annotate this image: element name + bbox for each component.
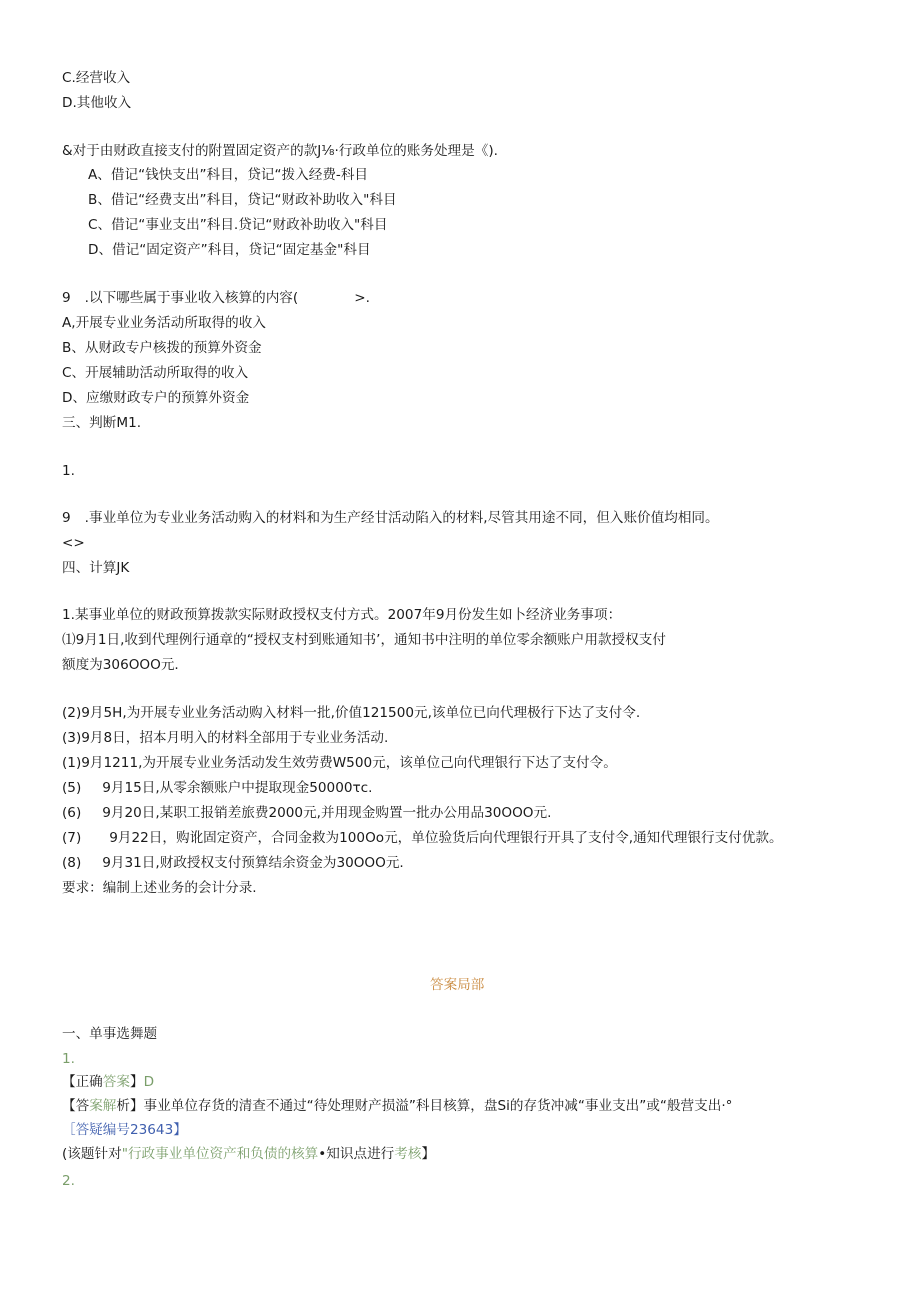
note-assessment-word: 考核: [394, 1146, 422, 1162]
option-d-other-income: D.其他收入: [62, 95, 132, 111]
calculation-item-3: (3)9月8日，招本月明入的材料全部用于专业业务活动.: [62, 730, 389, 746]
calculation-item-5-number: (5): [62, 780, 82, 796]
calculation-item-2: (2)9月5H,为开展专业业务活动购入材料一批,价值121500元,该单位已向代理极行下达了支付令.: [62, 705, 641, 721]
calculation-item-8: [62, 854, 404, 872]
calculation-item-6: [62, 804, 551, 822]
note-prefix: (该题针对: [62, 1146, 122, 1162]
question-8-option-d: D、借记“固定资产”科目，贷记“固定基金"科目: [88, 242, 371, 258]
note-topic: "行政事业单位资产和负债的核算: [121, 1146, 319, 1162]
calculation-item-8-number: (8): [62, 855, 82, 871]
question-8-option-a: A、借记“钱快支出”科目，贷记“拨入经费-科目: [88, 167, 369, 183]
judgement-item-9-text: .事业单位为专业业务活动购入的材料和为生产经甘活动陷入的材料,尽管其用途不同，但入账价值均相同。: [84, 510, 719, 526]
question-8-option-c: C、借记“事业支出”科目.贷记“财政补助收入"科目: [88, 217, 388, 233]
correct-answer-label-end: 】: [129, 1074, 144, 1090]
calculation-item-7-number: (7): [62, 830, 82, 846]
judgement-item-9: [62, 509, 719, 527]
judgement-item-1: 1.: [62, 463, 75, 479]
section-judgement-heading: 三、判断M1.: [62, 415, 142, 431]
calculation-requirement: 要求：编制上述业务的会计分录.: [62, 880, 257, 896]
qa-reference-link[interactable]: ［答疑编号23643】: [62, 1122, 187, 1138]
correct-answer-value: D: [143, 1074, 155, 1090]
answer-1-correct-line: [62, 1073, 154, 1091]
question-9-number: 9: [62, 290, 71, 306]
answer-1-number: 1.: [62, 1051, 75, 1067]
calculation-item-7-text: 9月22日，购讹固定资产，合同金救为100Oo元，单位验货后向代理银行开具了支付令,通知代理银行支付优款。: [109, 830, 783, 846]
question-8-option-b: B、借记“经费支出”科目，贷记“财政补助收入"科目: [88, 192, 397, 208]
calculation-item-5-text: 9月15日,从零余额账户中提取现金50000τc.: [102, 780, 373, 796]
answer-1-note-line: [62, 1145, 435, 1163]
option-c-operating-income: C.经营收入: [62, 70, 131, 86]
answer-2-number: 2.: [62, 1173, 75, 1189]
answers-section-title: 答案局部: [430, 977, 485, 993]
calculation-item-1-line-2: 额度为306OOO元.: [62, 657, 179, 673]
calculation-item-7: [62, 829, 783, 847]
question-9-option-a: A,开展专业业务活动所取得的收入: [62, 315, 266, 331]
calculation-item-5: [62, 779, 372, 797]
question-9-option-b: B、从财政专户核拨的预算外资金: [62, 340, 262, 356]
note-suffix: 】: [421, 1146, 436, 1162]
answer-1-analysis-line: [62, 1097, 732, 1115]
analysis-label-start: 【答: [62, 1098, 90, 1114]
question-9-stem-end: >.: [354, 290, 370, 306]
question-9-option-c: C、开展辅助活动所取得的收入: [62, 365, 249, 381]
analysis-label-word: 案解: [89, 1098, 117, 1114]
correct-answer-label-word: 答案: [102, 1074, 130, 1090]
section-calculation-heading: 四、计算JK: [62, 560, 130, 576]
note-middle: •知识点进行: [318, 1146, 395, 1162]
question-9-option-d: D、应缴财政专户的预算外资金: [62, 390, 250, 406]
question-8-stem: &对于由财政直接支付的附置固定资产的款J⅛·行政单位的账务处理是《).: [62, 143, 498, 159]
correct-answer-label-start: 【正确: [62, 1074, 103, 1090]
judgement-item-9-number: 9: [62, 510, 71, 526]
calculation-item-6-number: (6): [62, 805, 82, 821]
calculation-item-6-text: 9月20日,某职工报销差旅费2000元,并用现金购置一批办公用品30OOO元.: [102, 805, 552, 821]
calculation-intro: 1.某事业单位的财政预算拨款实际财政授权支付方式。2007年9月份发生如卜经济业务事项：: [62, 607, 622, 623]
calculation-item-4: (1)9月1211,为开展专业业务活动发生效劳费W500元，该单位己向代理银行下达了支付令。: [62, 755, 617, 771]
analysis-text: 析】事业单位存货的清查不通过“待处理财产损溢”科目核算，盘Si的存货冲减“事业支出”或“般营支出·°: [116, 1098, 733, 1114]
calculation-item-8-text: 9月31日,财政授权支付预算结余资金为30OOO元.: [102, 855, 404, 871]
calculation-item-1-line-1: ⑴9月1日,收到代理例行通章的“授权支村到账通知书’，通知书中注明的单位零余额账户用款授权支付: [62, 632, 666, 648]
question-9-stem: [62, 289, 370, 307]
answers-single-choice-heading: 一、单事选舞题: [62, 1026, 158, 1042]
question-9-stem-text: .以下哪些属于事业收入核算的内容(: [84, 290, 299, 306]
judgement-answer-brackets: <>: [62, 535, 85, 551]
